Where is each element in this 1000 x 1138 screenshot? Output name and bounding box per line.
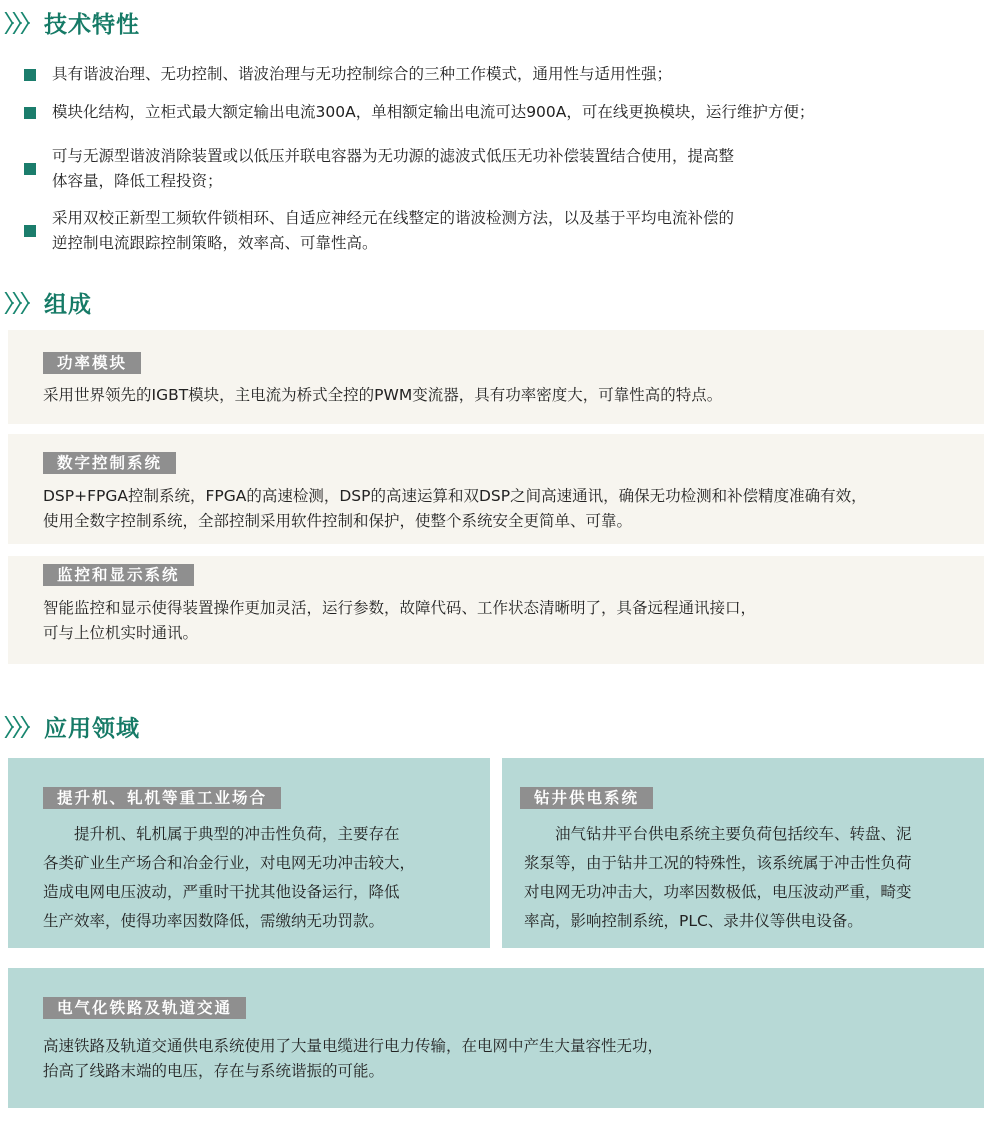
panel-tag: 数字控制系统 <box>43 452 176 474</box>
panel-text-line: 高速铁路及轨道交通供电系统使用了大量电缆进行电力传输，在电网中产生大量容性无功， <box>43 1037 664 1055</box>
square-bullet-icon <box>24 163 36 175</box>
list-item-line: 模块化结构，立柜式最大额定输出电流300A，单相额定输出电流可达900A，可在线更换模块，运行维护方便； <box>52 103 815 121</box>
list-item <box>24 62 984 87</box>
composition-section-title: 组成 <box>44 291 92 318</box>
heavy-industry-panel <box>8 758 490 948</box>
panel-tag: 功率模块 <box>43 352 141 374</box>
application-section-header <box>10 710 140 742</box>
drilling-power-panel <box>502 758 984 948</box>
list-item-line: 可与无源型谐波消除装置或以低压并联电容器为无功源的滤波式低压无功补偿装置结合使用，提高整 <box>52 147 735 165</box>
panel-tag: 提升机、轧机等重工业场合 <box>43 787 281 809</box>
application-section-title: 应用领域 <box>44 715 140 742</box>
panel-text-line: 对电网无功冲击大，功率因数极低，电压波动严重，畸变 <box>524 883 912 901</box>
panel-text-line: 智能监控和显示使得装置操作更加灵活，运行参数，故障代码、工作状态清晰明了，具备远程通讯接口， <box>43 599 757 617</box>
panel-text-line: 各类矿业生产场合和冶金行业，对电网无功冲击较大， <box>43 854 416 872</box>
panel-text-line: 造成电网电压波动，严重时干扰其他设备运行，降低 <box>43 883 400 901</box>
square-bullet-icon <box>24 225 36 237</box>
panel-text-line: DSP+FPGA控制系统，FPGA的高速检测，DSP的高速运算和双DSP之间高速通讯，确保无功检测和补偿精度准确有效， <box>43 487 867 505</box>
list-item <box>24 206 984 256</box>
triple-chevron-icon <box>10 290 40 314</box>
composition-section-header <box>10 286 92 318</box>
square-bullet-icon <box>24 69 36 81</box>
tech-section-header <box>10 6 140 38</box>
panel-text-line: 率高，影响控制系统，PLC、录井仪等供电设备。 <box>524 912 863 930</box>
list-item-line: 采用双校正新型工频软件锁相环、自适应神经元在线整定的谐波检测方法，以及基于平均电流补偿的 <box>52 209 735 227</box>
power-module-panel <box>8 330 984 424</box>
panel-tag: 监控和显示系统 <box>43 564 194 586</box>
list-item-line: 体容量，降低工程投资； <box>52 172 223 190</box>
panel-tag: 电气化铁路及轨道交通 <box>43 997 246 1019</box>
triple-chevron-icon <box>10 10 40 34</box>
panel-text-line: 采用世界领先的IGBT模块，主电流为桥式全控的PWM变流器，具有功率密度大，可靠性高的特点。 <box>43 386 723 404</box>
panel-text-line: 浆泵等，由于钻井工况的特殊性，该系统属于冲击性负荷 <box>524 854 912 872</box>
panel-text-line: 生产效率，使得功率因数降低，需缴纳无功罚款。 <box>43 912 385 930</box>
square-bullet-icon <box>24 107 36 119</box>
railway-panel <box>8 968 984 1108</box>
panel-text-line: 使用全数字控制系统，全部控制采用软件控制和保护，使整个系统安全更简单、可靠。 <box>43 512 633 530</box>
panel-text-line: 可与上位机实时通讯。 <box>43 624 199 642</box>
tech-section-title: 技术特性 <box>44 11 140 38</box>
list-item-line: 具有谐波治理、无功控制、谐波治理与无功控制综合的三种工作模式，通用性与适用性强； <box>52 65 673 83</box>
list-item <box>24 144 984 194</box>
list-item-line: 逆控制电流跟踪控制策略，效率高、可靠性高。 <box>52 234 378 252</box>
monitor-display-panel <box>8 556 984 664</box>
panel-tag: 钻井供电系统 <box>520 787 653 809</box>
panel-text-line: 油气钻井平台供电系统主要负荷包括绞车、转盘、泥 <box>555 825 912 843</box>
digital-control-panel <box>8 434 984 544</box>
panel-text-line: 提升机、轧机属于典型的冲击性负荷，主要存在 <box>74 825 400 843</box>
panel-text-line: 抬高了线路末端的电压，存在与系统谐振的可能。 <box>43 1062 385 1080</box>
list-item <box>24 100 984 125</box>
triple-chevron-icon <box>10 714 40 738</box>
